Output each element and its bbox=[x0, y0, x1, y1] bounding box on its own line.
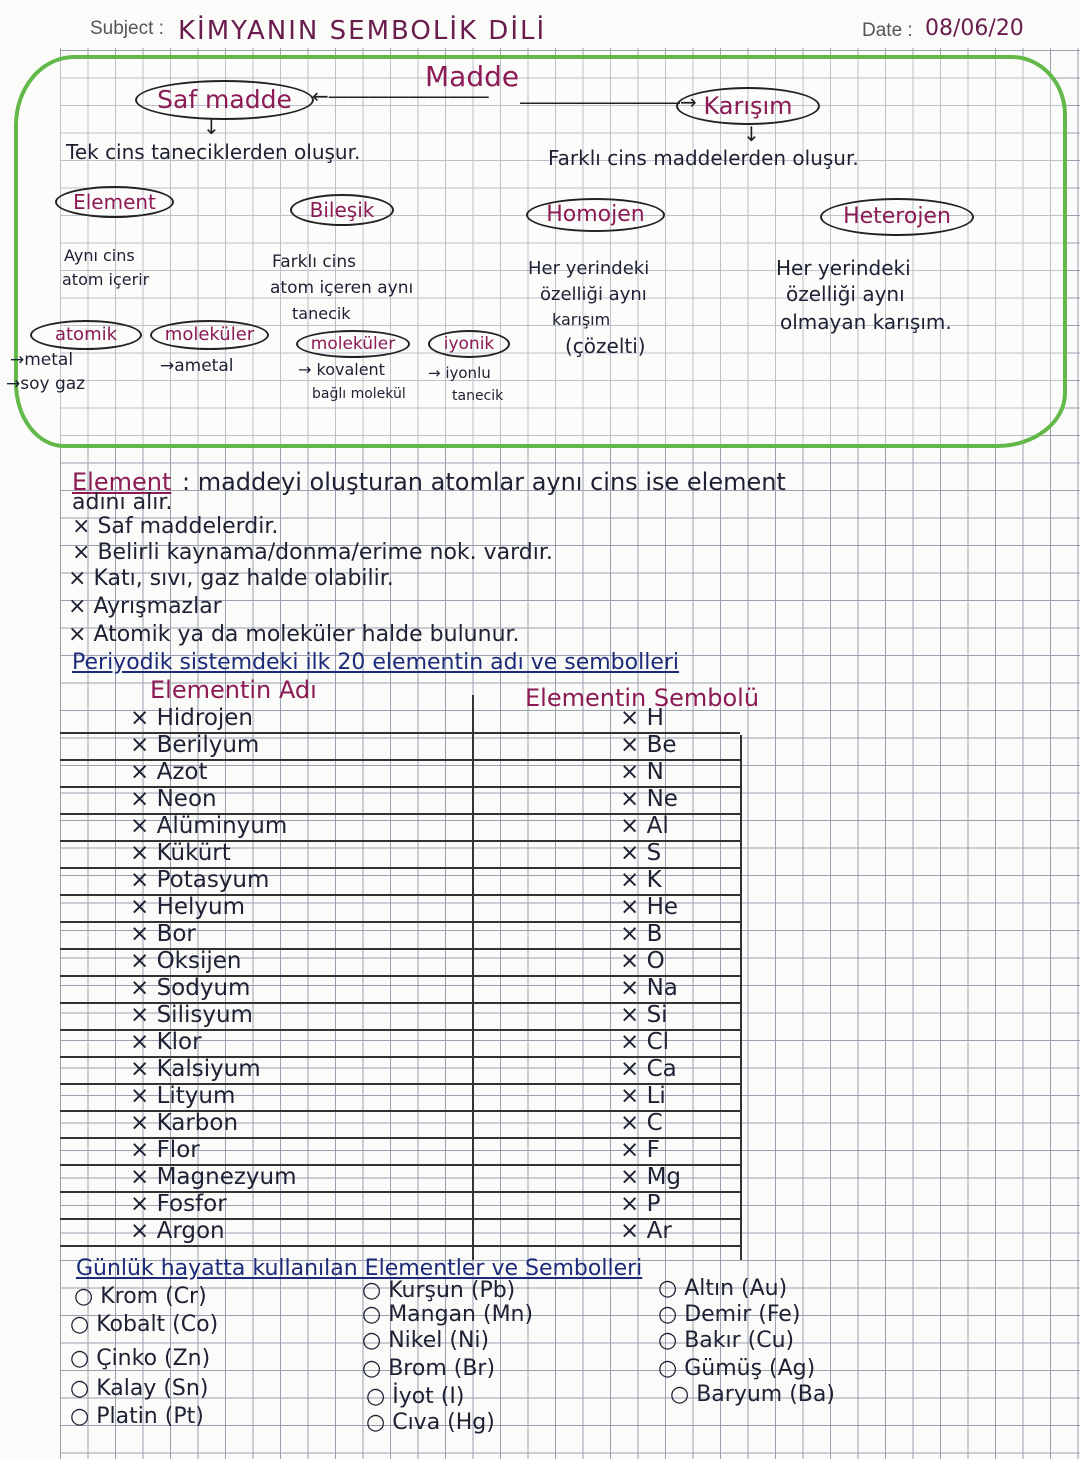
element-name: × Neon bbox=[130, 786, 217, 812]
def-bullet-5: × Atomik ya da moleküler halde bulunur. bbox=[68, 622, 520, 647]
saf-desc: Tek cins taneciklerden oluşur. bbox=[66, 140, 361, 164]
root-madde: Madde bbox=[425, 60, 520, 93]
subject-label: Subject : bbox=[90, 18, 164, 39]
heterojen-desc-1: Her yerindeki bbox=[776, 256, 911, 280]
element-symbol: × S bbox=[620, 840, 662, 866]
table-row bbox=[60, 975, 740, 1004]
element-name: × Hidrojen bbox=[130, 705, 254, 731]
def-bullet-2: × Belirli kaynama/donma/erime nok. vardır. bbox=[72, 540, 553, 565]
element-name: × Fosfor bbox=[130, 1191, 227, 1217]
daily-col3-item: ○ Gümüş (Ag) bbox=[658, 1356, 816, 1381]
atomik-item-2: →soy gaz bbox=[6, 374, 86, 394]
homojen-node: Homojen bbox=[526, 198, 665, 232]
def-bullet-3: × Katı, sıvı, gaz halde olabilir. bbox=[68, 566, 394, 591]
element-symbol: × Be bbox=[620, 732, 677, 758]
element-symbol: × Si bbox=[620, 1002, 668, 1028]
element-symbol: × P bbox=[620, 1191, 661, 1217]
kovalent-item-2: bağlı molekül bbox=[312, 386, 406, 402]
element-symbol: × Ca bbox=[620, 1056, 677, 1082]
table-row bbox=[60, 1164, 740, 1193]
element-symbol: × K bbox=[620, 867, 662, 893]
element-name: × Lityum bbox=[130, 1083, 236, 1109]
daily-col3-item: ○ Altın (Au) bbox=[658, 1276, 788, 1301]
bilesik-desc-3: tanecik bbox=[292, 304, 351, 323]
date-text: 08/06/20 bbox=[925, 16, 1024, 41]
element-name: × Oksijen bbox=[130, 948, 242, 974]
subject-text: KİMYANIN SEMBOLİK DİLİ bbox=[178, 16, 547, 46]
molekuler-node: moleküler bbox=[150, 320, 269, 350]
element-desc-2: atom içerir bbox=[62, 270, 150, 289]
element-symbol: × Al bbox=[620, 813, 669, 839]
element-name: × Argon bbox=[130, 1218, 225, 1244]
iyonik-item-1: → iyonlu bbox=[428, 364, 491, 382]
table-row bbox=[60, 840, 740, 869]
element-symbol: × B bbox=[620, 921, 663, 947]
atomik-node: atomik bbox=[30, 320, 142, 350]
daily-col2-item: ○ Nikel (Ni) bbox=[362, 1328, 490, 1353]
element-symbol: × Cl bbox=[620, 1029, 670, 1055]
heterojen-desc-3: olmayan karışım. bbox=[780, 310, 952, 334]
element-name: × Silisyum bbox=[130, 1002, 253, 1028]
bilesik-node: Bileşik bbox=[290, 194, 394, 226]
karisim-desc: Farklı cins maddelerden oluşur. bbox=[548, 146, 859, 170]
table-row bbox=[60, 759, 740, 788]
table-row bbox=[60, 1137, 740, 1166]
element-name: × Berilyum bbox=[130, 732, 260, 758]
daily-col2-item: ○ Cıva (Hg) bbox=[366, 1410, 495, 1435]
arrow-down-saf: ↓ bbox=[203, 115, 220, 139]
molekuler-item-1: →ametal bbox=[160, 356, 234, 376]
table-row bbox=[60, 1191, 740, 1220]
table-row bbox=[60, 1002, 740, 1031]
element-symbol: × Ar bbox=[620, 1218, 672, 1244]
element-name: × Kükürt bbox=[130, 840, 231, 866]
iyonik-item-2: tanecik bbox=[452, 388, 504, 404]
table-row bbox=[60, 1110, 740, 1139]
daily-col1-item: ○ Çinko (Zn) bbox=[70, 1346, 211, 1371]
homojen-desc-4: (çözelti) bbox=[565, 334, 646, 358]
element-name: × Helyum bbox=[130, 894, 246, 920]
table-row bbox=[60, 948, 740, 977]
element-name: × Klor bbox=[130, 1029, 202, 1055]
daily-col3-item: ○ Bakır (Cu) bbox=[658, 1328, 795, 1353]
col-name-header: Elementin Adı bbox=[150, 676, 317, 704]
element-desc-1: Aynı cins bbox=[64, 246, 135, 265]
table-row bbox=[60, 1083, 740, 1112]
element-name: × Magnezyum bbox=[130, 1164, 297, 1190]
homojen-desc-2: özelliği aynı bbox=[540, 284, 647, 305]
table-row bbox=[60, 921, 740, 950]
element-symbol: × Na bbox=[620, 975, 678, 1001]
element-symbol: × Mg bbox=[620, 1164, 682, 1190]
element-name: × Bor bbox=[130, 921, 196, 947]
element-symbol: × H bbox=[620, 705, 664, 731]
element-symbol: × O bbox=[620, 948, 665, 974]
element-symbol: × F bbox=[620, 1137, 660, 1163]
table-row bbox=[60, 894, 740, 923]
homojen-desc-1: Her yerindeki bbox=[528, 258, 650, 279]
karisim-node: Karışım bbox=[676, 87, 820, 125]
homojen-desc-3: karışım bbox=[552, 310, 611, 329]
daily-title: Günlük hayatta kullanılan Elementler ve Sembolleri bbox=[76, 1256, 643, 1281]
arrow-down-karisim: ↓ bbox=[743, 122, 760, 146]
def-bullet-1: × Saf maddelerdir. bbox=[72, 514, 279, 539]
element-name: × Flor bbox=[130, 1137, 200, 1163]
element-symbol: × N bbox=[620, 759, 664, 785]
element-symbol: × C bbox=[620, 1110, 663, 1136]
table-row bbox=[60, 867, 740, 896]
element-name: × Alüminyum bbox=[130, 813, 288, 839]
element-symbol: × Ne bbox=[620, 786, 678, 812]
table-row bbox=[60, 732, 740, 761]
bilesik-molekuler-node: moleküler bbox=[296, 330, 410, 358]
bilesik-desc-1: Farklı cins bbox=[272, 252, 357, 272]
daily-col1-item: ○ Kalay (Sn) bbox=[70, 1376, 209, 1401]
arrow-left: ←―――――――― bbox=[312, 84, 489, 108]
table-row bbox=[60, 786, 740, 815]
table-right-edge bbox=[740, 735, 742, 1260]
daily-col3-item: ○ Demir (Fe) bbox=[658, 1302, 801, 1327]
heterojen-desc-2: özelliği aynı bbox=[786, 282, 905, 306]
element-symbol: × Li bbox=[620, 1083, 666, 1109]
table-title: Periyodik sistemdeki ilk 20 elementin adı ve sembolleri bbox=[72, 650, 680, 675]
element-name: × Sodyum bbox=[130, 975, 251, 1001]
element-name: × Karbon bbox=[130, 1110, 239, 1136]
kovalent-item-1: → kovalent bbox=[298, 360, 385, 379]
table-row bbox=[60, 1056, 740, 1085]
iyonik-node: iyonik bbox=[428, 330, 510, 358]
col-symbol-header: Elementin Sembolü bbox=[525, 684, 760, 712]
daily-col1-item: ○ Krom (Cr) bbox=[74, 1284, 207, 1309]
saf-madde-node: Saf madde bbox=[135, 80, 314, 120]
element-node: Element bbox=[55, 186, 174, 218]
daily-col1-item: ○ Kobalt (Co) bbox=[70, 1312, 219, 1337]
element-symbol: × He bbox=[620, 894, 679, 920]
table-row bbox=[60, 813, 740, 842]
daily-col1-item: ○ Platin (Pt) bbox=[70, 1404, 204, 1429]
def-bullet-4: × Ayrışmazlar bbox=[68, 594, 222, 619]
table-row bbox=[60, 1218, 740, 1247]
element-name: × Kalsiyum bbox=[130, 1056, 261, 1082]
definition-text-1: : maddeyi oluşturan atomlar aynı cins ise element bbox=[182, 468, 786, 496]
bilesik-desc-2: atom içeren aynı bbox=[270, 278, 414, 298]
daily-col2-item: ○ Kurşun (Pb) bbox=[362, 1278, 516, 1303]
atomik-item-1: →metal bbox=[10, 350, 74, 370]
arrow-right: ――――――――→ bbox=[520, 90, 697, 114]
definition-text-2: adını alır. bbox=[72, 490, 173, 515]
heterojen-node: Heterojen bbox=[820, 198, 974, 236]
element-name: × Azot bbox=[130, 759, 208, 785]
daily-col2-item: ○ Brom (Br) bbox=[362, 1356, 496, 1381]
daily-col2-item: ○ Mangan (Mn) bbox=[362, 1302, 534, 1327]
table-row bbox=[60, 705, 740, 734]
element-name: × Potasyum bbox=[130, 867, 270, 893]
daily-col3-item: ○ Baryum (Ba) bbox=[670, 1382, 835, 1407]
definition-term: Element bbox=[72, 468, 172, 496]
date-label: Date : bbox=[862, 20, 913, 41]
table-row bbox=[60, 1029, 740, 1058]
daily-col2-item: ○ İyot (I) bbox=[366, 1384, 465, 1409]
